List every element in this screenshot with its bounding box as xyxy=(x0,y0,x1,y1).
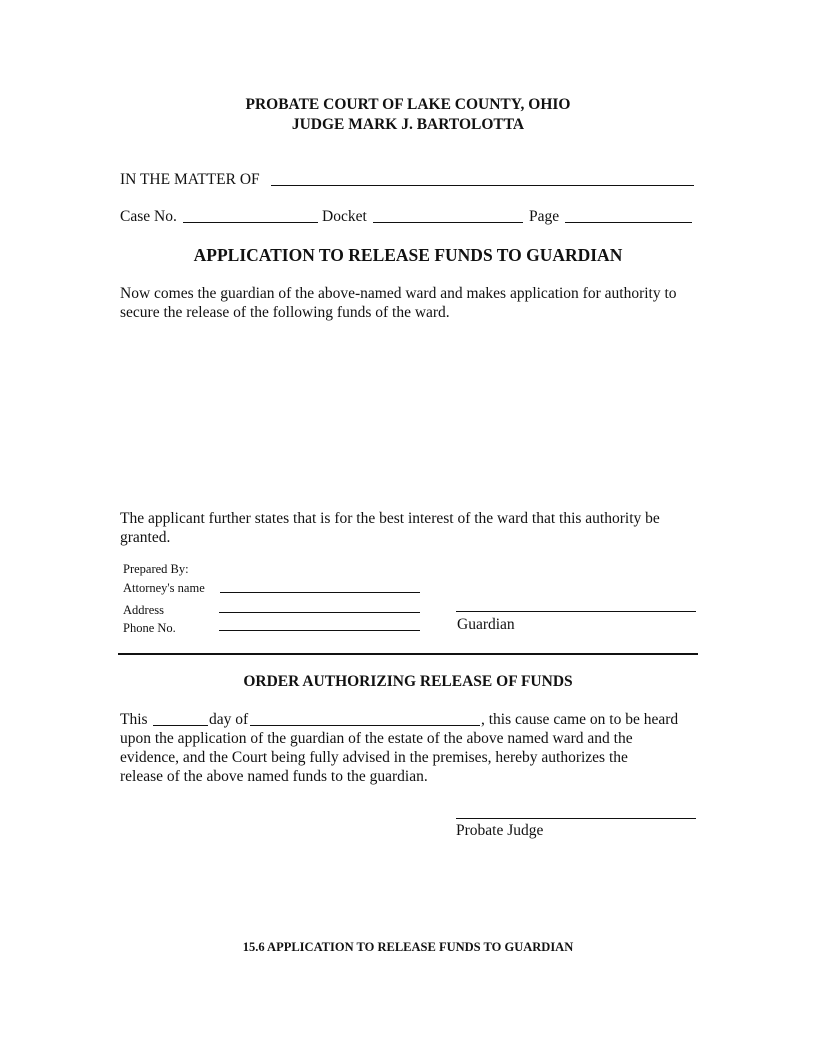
attorney-field[interactable] xyxy=(220,592,420,593)
prepared-by-heading: Prepared By: xyxy=(123,562,189,576)
funds-description-area[interactable] xyxy=(120,330,696,500)
guardian-signature-line[interactable] xyxy=(456,611,696,612)
statement-line-2: granted. xyxy=(120,529,171,546)
order-month-field[interactable] xyxy=(250,725,480,726)
intro-line-1: Now comes the guardian of the above-named ward and makes application for authority to xyxy=(120,285,677,302)
intro-line-2: secure the release of the following funds of the ward. xyxy=(120,304,450,321)
matter-field[interactable] xyxy=(271,185,694,186)
judge-name: JUDGE MARK J. BARTOLOTTA xyxy=(291,116,525,133)
guardian-label: Guardian xyxy=(457,616,515,633)
case-number-field[interactable] xyxy=(183,222,318,223)
address-field[interactable] xyxy=(219,612,420,613)
docket-field[interactable] xyxy=(373,222,523,223)
order-line-3: evidence, and the Court being fully advised in the premises, hereby authorizes the xyxy=(120,749,628,766)
case-label: Case No. xyxy=(120,208,177,225)
court-name: PROBATE COURT OF LAKE COUNTY, OHIO xyxy=(245,96,571,113)
docket-label: Docket xyxy=(322,208,367,225)
order-day-field[interactable] xyxy=(153,725,208,726)
address-label: Address xyxy=(123,603,164,617)
attorney-label: Attorney's name xyxy=(123,581,205,595)
order-day-of: day of xyxy=(209,711,249,728)
phone-field[interactable] xyxy=(219,630,420,631)
application-title: APPLICATION TO RELEASE FUNDS TO GUARDIAN xyxy=(193,245,623,265)
order-title: ORDER AUTHORIZING RELEASE OF FUNDS xyxy=(243,673,573,690)
statement-line-1: The applicant further states that is for the best interest of the ward that this authority be xyxy=(120,510,660,527)
section-divider xyxy=(118,653,698,655)
order-line-4: release of the above named funds to the guardian. xyxy=(120,768,428,785)
phone-label: Phone No. xyxy=(123,621,176,635)
form-footer: 15.6 APPLICATION TO RELEASE FUNDS TO GUARDIAN xyxy=(242,940,574,954)
matter-label: IN THE MATTER OF xyxy=(120,171,260,188)
order-this: This xyxy=(120,711,148,728)
judge-signature-line[interactable] xyxy=(456,818,696,819)
judge-label: Probate Judge xyxy=(456,822,544,839)
page-field[interactable] xyxy=(565,222,692,223)
page-label: Page xyxy=(529,208,560,225)
order-line-2: upon the application of the guardian of the estate of the above named ward and the xyxy=(120,730,633,747)
order-line-1-end: , this cause came on to be heard xyxy=(481,711,679,728)
